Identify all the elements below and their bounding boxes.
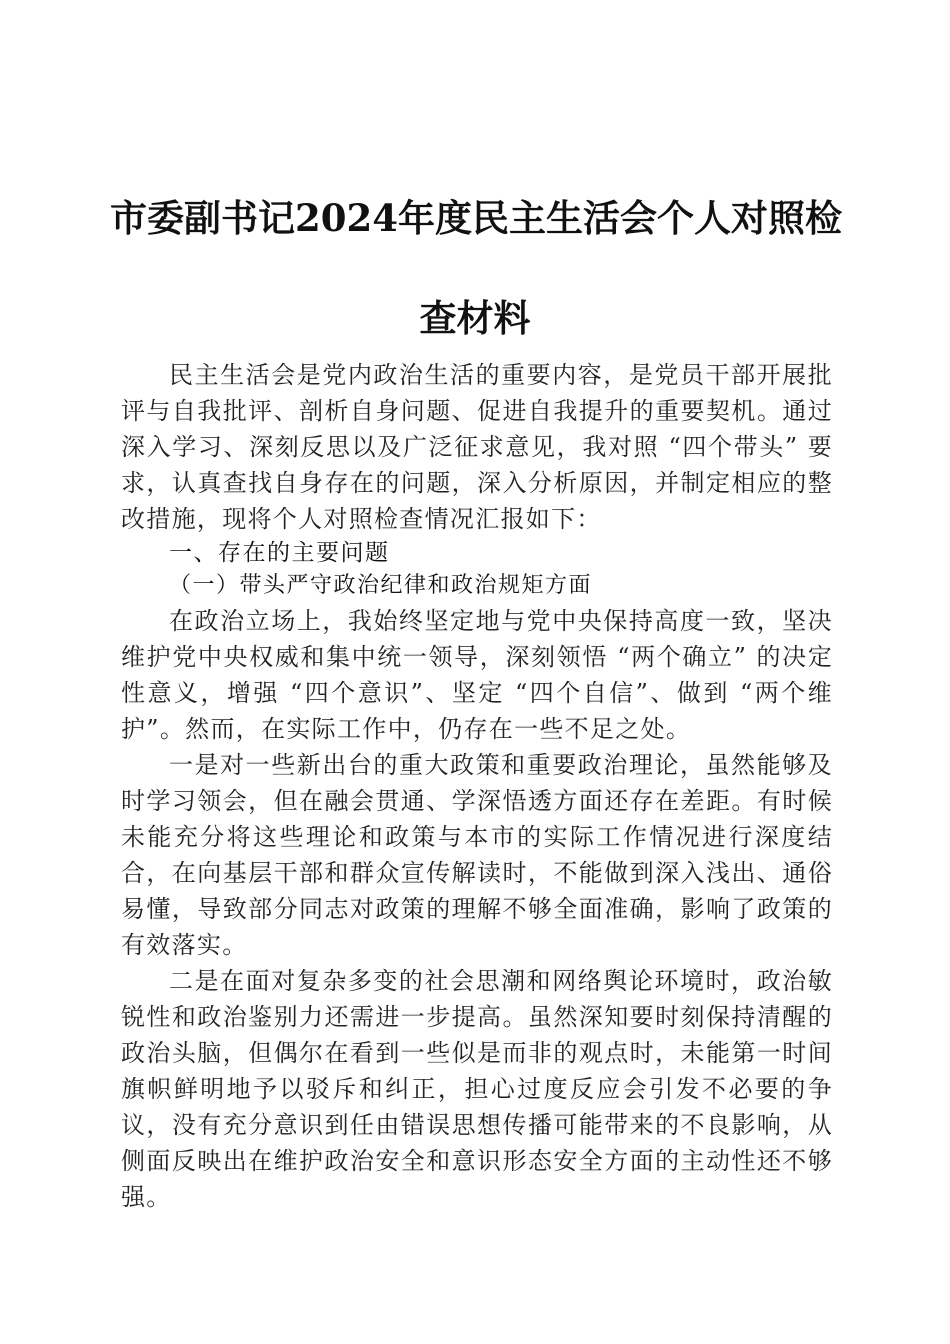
body-paragraph-3: 二是在面对复杂多变的社会思潮和网络舆论环境时，政治敏锐性和政治鉴别力还需进一步提高。虽然深知要时刻保持清醒的政治头脑，但偶尔在看到一些似是而非的观点时，未能第一时间旗帜鲜明地予以驳斥和纠正，担心过度反应会引发不必要的争议，没有充分意识到任由错误思想传播可能带来的不良影响，从侧面反映出在维护政治安全和意识形态安全方面的主动性还不够强。 (121, 967, 833, 1211)
document-body (121, 357, 833, 1215)
subsection-heading: （一）带头严守政治纪律和政治规矩方面 (169, 573, 593, 598)
body-paragraph-2: 一是对一些新出台的重大政策和重要政治理论，虽然能够及时学习领会，但在融会贯通、学深悟透方面还存在差距。有时候未能充分将这些理论和政策与本市的实际工作情况进行深度结合，在向基层干部和群众宣传解读时，不能做到深入浅出、通俗易懂，导致部分同志对政策的理解不够全面准确，影响了政策的有效落实。 (121, 751, 833, 959)
title-line-2: 查材料 (419, 296, 531, 340)
intro-paragraph: 民主生活会是党内政治生活的重要内容，是党员干部开展批评与自我批评、剖析自身问题、促进自我提升的重要契机。通过深入学习、深刻反思以及广泛征求意见，我对照 “四个带头” 要求，认真查找自身存在的问题，深入分析原因，并制定相应的整改措施，现将个人对照检查情况汇报如下： (121, 361, 833, 533)
title-line-1: 市委副书记2024年度民主生活会个人对照检 (110, 196, 842, 240)
body-paragraph-1: 在政治立场上，我始终坚定地与党中央保持高度一致，坚决维护党中央权威和集中统一领导，深刻领悟 “两个确立” 的决定性意义，增强 “四个意识”、坚定 “四个自信”、做到 “两个维护”。然而，在实际工作中，仍存在一些不足之处。 (121, 607, 833, 743)
document-title (110, 168, 840, 368)
section-heading: 一、存在的主要问题 (169, 540, 390, 566)
